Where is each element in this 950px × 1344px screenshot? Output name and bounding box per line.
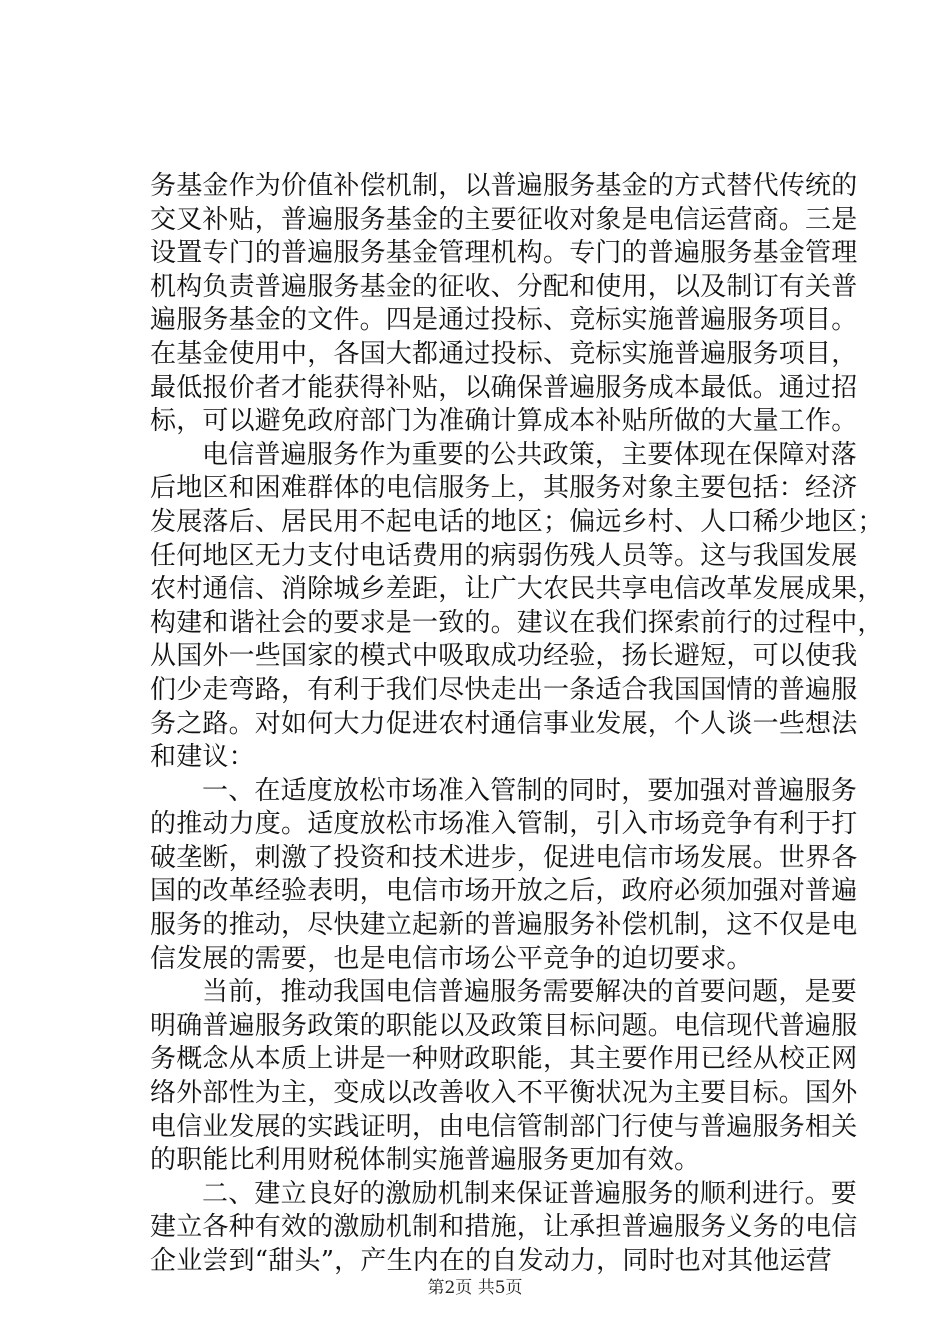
text-line: 机构负责普遍服务基金的征收、分配和使用，以及制订有关普 (150, 271, 858, 302)
text-line: 从国外一些国家的模式中吸取成功经验，扬长避短，可以使我 (150, 641, 858, 672)
text-line: 络外部性为主，变成以改善收入不平衡状况为主要目标。国外 (150, 1078, 858, 1109)
text-line: 务之路。对如何大力促进农村通信事业发展，个人谈一些想法 (150, 708, 858, 739)
text-line: 和建议： (150, 742, 255, 773)
page-footer: 第2页 共5页 (427, 1278, 523, 1298)
text-line: 遍服务基金的文件。四是通过投标、竞标实施普遍服务项目。 (150, 305, 858, 336)
text-line: 服务的推动，尽快建立起新的普遍服务补偿机制，这不仅是电 (150, 910, 858, 941)
text-line: 信发展的需要，也是电信市场公平竞争的迫切要求。 (150, 943, 753, 974)
text-line: 建立各种有效的激励机制和措施，让承担普遍服务义务的电信 (150, 1212, 858, 1243)
text-line: 国的改革经验表明，电信市场开放之后，政府必须加强对普遍 (150, 876, 858, 907)
text-line: 任何地区无力支付电话费用的病弱伤残人员等。这与我国发展 (150, 540, 858, 571)
text-line: 电信业发展的实践证明，由电信管制部门行使与普遍服务相关 (150, 1111, 858, 1142)
text-line: 一、在适度放松市场准入管制的同时，要加强对普遍服务 (202, 775, 858, 806)
text-line: 在基金使用中，各国大都通过投标、竞标实施普遍服务项目， (150, 338, 858, 369)
paragraph (150, 775, 858, 977)
text-line: 农村通信、消除城乡差距，让广大农民共享电信改革发展成果， (150, 574, 884, 605)
paragraph (150, 170, 858, 439)
text-line: 电信普遍服务作为重要的公共政策，主要体现在保障对落 (202, 439, 858, 470)
text-line: 交叉补贴，普遍服务基金的主要征收对象是电信运营商。三是 (150, 204, 858, 235)
text-line: 务概念从本质上讲是一种财政职能，其主要作用已经从校正网 (150, 1044, 858, 1075)
text-line: 的职能比利用财税体制实施普遍服务更加有效。 (150, 1145, 701, 1176)
text-line: 最低报价者才能获得补贴，以确保普遍服务成本最低。通过招 (150, 372, 858, 403)
text-line: 构建和谐社会的要求是一致的。建议在我们探索前行的过程中， (150, 607, 884, 638)
text-line: 标，可以避免政府部门为准确计算成本补贴所做的大量工作。 (150, 406, 858, 437)
text-line: 明确普遍服务政策的职能以及政策目标问题。电信现代普遍服 (150, 1010, 858, 1041)
text-line: 发展落后、居民用不起电话的地区；偏远乡村、人口稀少地区； (150, 506, 884, 537)
text-line: 的推动力度。适度放松市场准入管制，引入市场竞争有利于打 (150, 809, 858, 840)
text-line: 设置专门的普遍服务基金管理机构。专门的普遍服务基金管理 (150, 238, 858, 269)
paragraph (150, 976, 858, 1178)
text-line: 二、建立良好的激励机制来保证普遍服务的顺利进行。要 (202, 1178, 858, 1209)
document-body (150, 170, 884, 1279)
text-line: 后地区和困难群体的电信服务上，其服务对象主要包括：经济 (150, 473, 858, 504)
text-line: 破垄断，刺激了投资和技术进步，促进电信市场发展。世界各 (150, 842, 858, 873)
text-line: 务基金作为价值补偿机制，以普遍服务基金的方式替代传统的 (150, 171, 858, 201)
paragraph (150, 1178, 858, 1279)
text-line: 企业尝到“甜头”，产生内在的自发动力，同时也对其他运营 (150, 1246, 832, 1276)
text-line: 们少走弯路，有利于我们尽快走出一条适合我国国情的普遍服 (150, 674, 858, 705)
text-line: 当前，推动我国电信普遍服务需要解决的首要问题，是要 (202, 977, 858, 1008)
paragraph (150, 439, 884, 775)
